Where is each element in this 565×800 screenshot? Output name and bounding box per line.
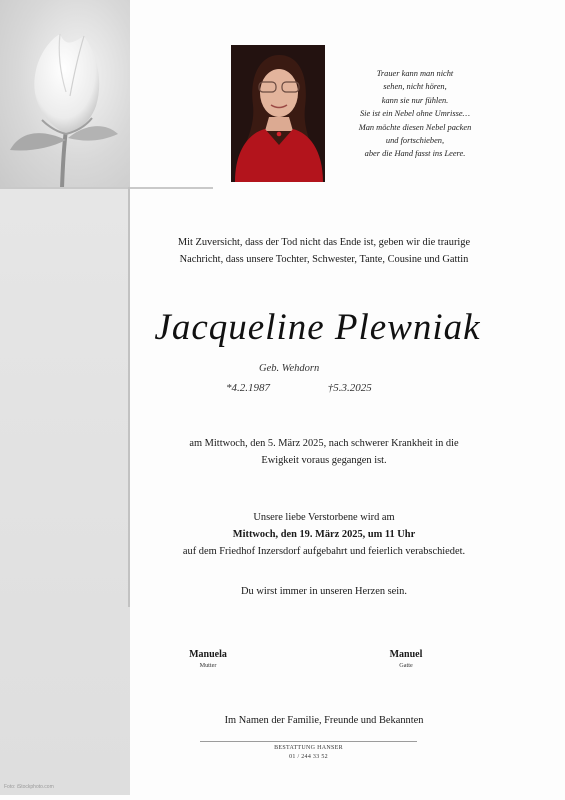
passing-line-1: am Mittwoch, den 5. März 2025, nach schwerer Krankheit in die: [189, 438, 459, 449]
portrait-photo: [231, 45, 325, 182]
life-dates: [226, 382, 372, 394]
passing-line-2: Ewigkeit voraus gegangen ist.: [261, 455, 387, 466]
poem-line: sehen, nicht hören,: [383, 82, 447, 92]
poem-line: kann sie nur fühlen.: [381, 95, 449, 105]
intro-line-2: Nachricht, dass unsere Tochter, Schwester, Tante, Cousine und Gattin: [179, 254, 469, 265]
footer-divider: [200, 741, 417, 742]
poem-line: Trauer kann man nicht: [376, 69, 454, 78]
signatory-mother: [178, 649, 238, 669]
birth-date: *4.2.1987: [226, 382, 270, 394]
poem-line: aber die Hand fasst ins Leere.: [364, 149, 466, 159]
poem-line: Man möchte diesen Nebel packen: [358, 122, 472, 132]
closing-line: Du wirst immer in unseren Herzen sein.: [241, 586, 407, 597]
rose-icon: [0, 0, 130, 188]
decorative-vertical-line: [128, 187, 130, 607]
family-line: Im Namen der Familie, Freunde und Bekannten: [224, 715, 424, 726]
funeral-line-1: Unsere liebe Verstorbene wird am: [253, 512, 395, 523]
poem-line: Sie ist ein Nebel ohne Umrisse…: [359, 109, 471, 119]
signatory-role: Mutter: [199, 662, 217, 669]
mourning-poem: [340, 67, 490, 161]
portrait-icon: [231, 45, 325, 182]
funeral-home-footer: [200, 744, 417, 762]
death-date: †5.3.2025: [327, 382, 372, 394]
white-rose-image: [0, 0, 130, 188]
image-credit: Foto: iStockphoto.com: [4, 784, 54, 790]
signatory-name: Manuel: [389, 649, 423, 660]
deceased-name: Jacqueline Plewniak: [154, 307, 481, 348]
signatory-name: Manuela: [189, 649, 227, 660]
decorative-horizontal-line: [0, 187, 213, 189]
passing-text: [133, 435, 515, 469]
intro-line-1: Mit Zuversicht, dass der Tod nicht das Ende ist, geben wir die traurige: [177, 237, 471, 248]
intro-text: [133, 234, 515, 268]
funeral-line-3: auf dem Friedhof Inzersdorf aufgebahrt und feierlich verabschiedet.: [182, 546, 466, 557]
funeral-date-time: Mittwoch, den 19. März 2025, um 11 Uhr: [232, 529, 416, 540]
funeral-home-phone: 01 / 244 33 52: [289, 754, 328, 760]
funeral-info: [133, 509, 515, 560]
signatory-role: Gatte: [399, 662, 413, 669]
birth-name: Geb. Wehdorn: [259, 363, 320, 374]
funeral-home-name: BESTATTUNG HANSER: [274, 745, 343, 751]
poem-line: und fortschieben,: [385, 136, 445, 146]
signatory-husband: [376, 649, 436, 669]
